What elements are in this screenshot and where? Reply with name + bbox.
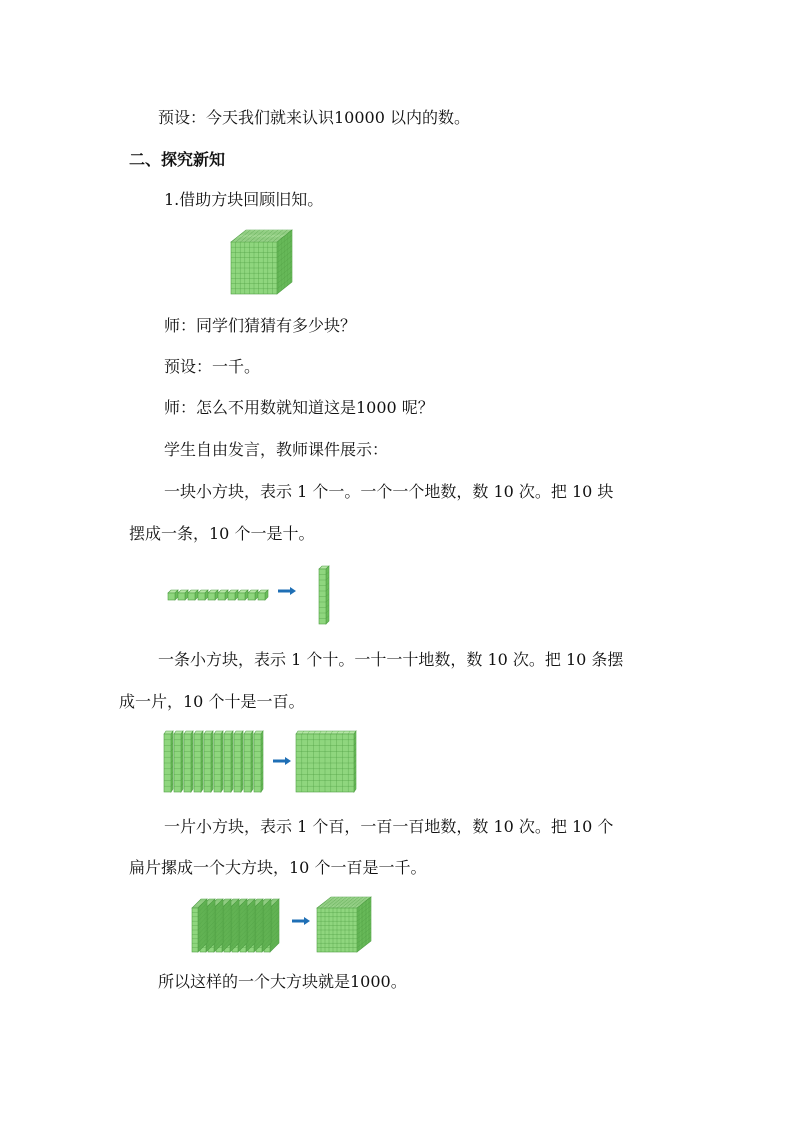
- ten-rod-icon: [164, 731, 173, 792]
- section-heading: 二、探究新知: [129, 150, 226, 169]
- item-1-heading: 1.借助方块回顾旧知。: [164, 190, 324, 209]
- right-arrow-icon: [292, 917, 310, 925]
- ones-paragraph-line2: 摆成一条，10 个一是十。: [129, 524, 315, 543]
- teacher-question-2: 师：怎么不用数就知道这是1000 呢？: [164, 398, 434, 417]
- ten-rod-icon: [194, 731, 203, 792]
- ten-rod-icon: [224, 731, 233, 792]
- ten-rod-icon: [254, 731, 263, 792]
- ten-rod-icon: [214, 731, 223, 792]
- unit-cube-icon: [248, 590, 258, 600]
- thousand-cube-icon: [231, 230, 292, 294]
- right-arrow-icon: [273, 757, 291, 765]
- hundreds-paragraph-line1: 一片小方块，表示 1 个百，一百一百地数，数 10 次。把 10 个: [164, 817, 614, 836]
- ten-rod-icon: [234, 731, 243, 792]
- preset-intro: 预设：今天我们就来认识10000 以内的数。: [158, 108, 470, 127]
- unit-cube-icon: [178, 590, 188, 600]
- unit-cube-icon: [208, 590, 218, 600]
- hundred-flat-icon: [296, 731, 356, 792]
- tens-paragraph-line1: 一条小方块，表示 1 个十。一十一十地数，数 10 次。把 10 条摆: [158, 650, 624, 669]
- ones-paragraph-line1: 一块小方块，表示 1 个一。一个一个地数，数 10 次。把 10 块: [164, 482, 614, 501]
- ten-rod-icon: [319, 566, 329, 624]
- hundred-flat-icon: [192, 899, 207, 952]
- thousand-cube-figure: [228, 228, 298, 298]
- hundreds-paragraph-line2: 扁片摞成一个大方块，10 个一百是一千。: [129, 858, 427, 877]
- students-discuss: 学生自由发言，教师课件展示：: [164, 440, 389, 459]
- unit-cube-icon: [228, 590, 238, 600]
- ten-rod-icon: [184, 731, 193, 792]
- hundreds-to-thousand-figure: [190, 894, 380, 956]
- unit-cube-icon: [258, 590, 268, 600]
- ten-rod-icon: [244, 731, 253, 792]
- unit-cube-icon: [168, 590, 178, 600]
- preset-answer: 预设：一千。: [164, 357, 261, 376]
- right-arrow-icon: [278, 587, 296, 595]
- tens-paragraph-line2: 成一片，10 个十是一百。: [119, 692, 305, 711]
- ten-rod-icon: [204, 731, 213, 792]
- unit-cube-icon: [238, 590, 248, 600]
- tens-to-hundred-figure: [162, 728, 362, 794]
- conclusion: 所以这样的一个大方块就是1000。: [158, 972, 407, 991]
- teacher-question-1: 师：同学们猜猜有多少块？: [164, 316, 357, 335]
- thousand-cube-icon: [317, 897, 371, 952]
- unit-cube-icon: [218, 590, 228, 600]
- unit-cube-icon: [188, 590, 198, 600]
- ones-to-ten-figure: [166, 563, 336, 627]
- ten-rod-icon: [174, 731, 183, 792]
- unit-cube-icon: [198, 590, 208, 600]
